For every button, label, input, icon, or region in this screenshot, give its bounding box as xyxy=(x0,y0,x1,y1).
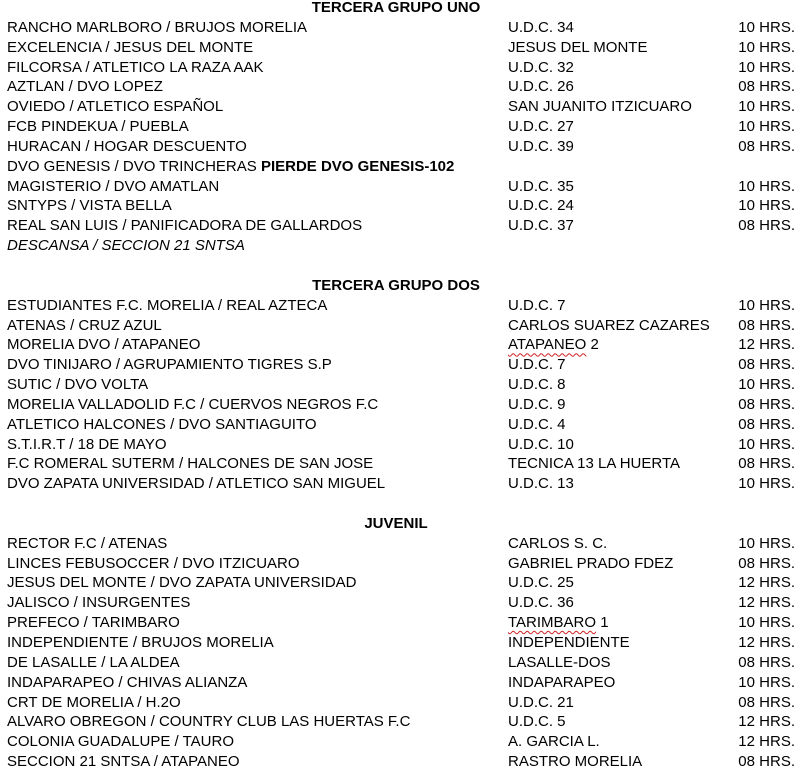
match-row xyxy=(0,415,812,435)
match-venue: GABRIEL PRADO FDEZ xyxy=(508,554,674,572)
match-time: 08 HRS. xyxy=(738,217,795,235)
match-row xyxy=(0,117,812,137)
match-time: 10 HRS. xyxy=(738,118,795,136)
match-venue: U.D.C. 32 xyxy=(508,58,574,76)
match-teams: CRT DE MORELIA / H.2O xyxy=(7,693,181,711)
match-venue: U.D.C. 35 xyxy=(508,177,574,195)
venue-number: 1 xyxy=(596,614,609,632)
rest-row xyxy=(0,236,812,256)
match-row xyxy=(0,752,812,772)
match-teams: REAL SAN LUIS / PANIFICADORA DE GALLARDOS xyxy=(7,217,363,235)
match-teams: FCB PINDEKUA / PUEBLA xyxy=(7,118,189,136)
match-row xyxy=(0,58,812,78)
match-row xyxy=(0,38,812,58)
match-row xyxy=(0,177,812,197)
match-teams: DVO GENESIS / DVO TRINCHERAS xyxy=(7,157,257,175)
match-venue: U.D.C. 5 xyxy=(508,713,566,731)
venue-name: TARIMBARO xyxy=(508,614,597,632)
match-time: 10 HRS. xyxy=(738,614,795,632)
match-teams: PREFECO / TARIMBARO xyxy=(7,614,180,632)
match-teams: JESUS DEL MONTE / DVO ZAPATA UNIVERSIDAD xyxy=(7,574,357,592)
match-teams: DVO TINIJARO / AGRUPAMIENTO TIGRES S.P xyxy=(7,356,332,374)
match-row xyxy=(0,633,812,653)
match-time: 10 HRS. xyxy=(738,58,795,76)
match-row xyxy=(0,534,812,554)
match-teams: MORELIA VALLADOLID F.C / CUERVOS NEGROS F.C xyxy=(7,395,379,413)
match-teams: AZTLAN / DVO LOPEZ xyxy=(7,78,163,96)
match-venue: U.D.C. 21 xyxy=(508,693,574,711)
match-teams: ATENAS / CRUZ AZUL xyxy=(7,316,162,334)
match-time: 08 HRS. xyxy=(738,693,795,711)
match-time: 08 HRS. xyxy=(738,78,795,96)
match-venue: U.D.C. 13 xyxy=(508,475,574,493)
match-row xyxy=(0,18,812,38)
match-venue: INDAPARAPEO xyxy=(508,673,616,691)
match-venue xyxy=(508,335,599,355)
match-time: 12 HRS. xyxy=(738,574,795,592)
match-row xyxy=(0,732,812,752)
match-time: 10 HRS. xyxy=(738,534,795,552)
match-row xyxy=(0,196,812,216)
match-time: 10 HRS. xyxy=(738,38,795,56)
match-teams: MAGISTERIO / DVO AMATLAN xyxy=(7,177,220,195)
match-row xyxy=(0,573,812,593)
match-venue: U.D.C. 36 xyxy=(508,594,574,612)
match-time: 10 HRS. xyxy=(738,98,795,116)
match-venue: U.D.C. 26 xyxy=(508,78,574,96)
match-venue: RASTRO MORELIA xyxy=(508,753,643,771)
match-row xyxy=(0,395,812,415)
match-time: 12 HRS. xyxy=(738,634,795,651)
match-teams: LINCES FEBUSOCCER / DVO ITZICUARO xyxy=(7,554,300,572)
match-venue: U.D.C. 8 xyxy=(508,376,566,394)
match-teams: F.C ROMERAL SUTERM / HALCONES DE SAN JOSE xyxy=(7,455,374,473)
match-teams: SUTIC / DVO VOLTA xyxy=(7,376,149,394)
match-time: 08 HRS. xyxy=(738,316,795,334)
match-venue: LASALLE-DOS xyxy=(508,653,611,671)
match-venue: INDEPENDIENTE xyxy=(508,634,630,651)
match-venue: U.D.C. 24 xyxy=(508,197,574,215)
match-time: 08 HRS. xyxy=(738,653,795,671)
rest-team: DESCANSA / SECCION 21 SNTSA xyxy=(7,237,245,255)
match-teams: ATLETICO HALCONES / DVO SANTIAGUITO xyxy=(7,415,317,433)
match-time: 12 HRS. xyxy=(738,594,795,612)
match-row xyxy=(0,613,812,633)
match-time: 08 HRS. xyxy=(738,415,795,433)
match-time: 10 HRS. xyxy=(738,177,795,195)
match-row xyxy=(0,673,812,693)
match-time: 10 HRS. xyxy=(738,435,795,453)
match-time: 08 HRS. xyxy=(738,137,795,155)
match-venue: SAN JUANITO ITZICUARO xyxy=(508,98,692,116)
match-venue: U.D.C. 25 xyxy=(508,574,574,592)
match-time: 10 HRS. xyxy=(738,673,795,691)
match-row xyxy=(0,77,812,97)
match-time: 10 HRS. xyxy=(738,376,795,394)
match-teams: DVO ZAPATA UNIVERSIDAD / ATLETICO SAN MIGUEL xyxy=(7,475,386,493)
match-row xyxy=(0,712,812,732)
match-teams: HURACAN / HOGAR DESCUENTO xyxy=(7,137,247,155)
match-venue: CARLOS S. C. xyxy=(508,534,608,552)
match-venue: U.D.C. 39 xyxy=(508,137,574,155)
match-teams: EXCELENCIA / JESUS DEL MONTE xyxy=(7,38,254,56)
match-teams: SNTYPS / VISTA BELLA xyxy=(7,197,172,215)
match-row xyxy=(0,693,812,713)
match-row xyxy=(0,355,812,375)
match-row xyxy=(0,474,812,494)
match-venue: U.D.C. 4 xyxy=(508,415,566,433)
match-row xyxy=(0,137,812,157)
match-teams: OVIEDO / ATLETICO ESPAÑOL xyxy=(7,98,224,116)
match-teams: INDEPENDIENTE / BRUJOS MORELIA xyxy=(7,634,274,651)
match-row xyxy=(0,316,812,336)
venue-name: ATAPANEO xyxy=(508,336,587,354)
match-row xyxy=(0,554,812,574)
match-row xyxy=(0,335,812,355)
section-title-tercera-grupo-dos: TERCERA GRUPO DOS xyxy=(312,276,480,294)
match-venue: U.D.C. 7 xyxy=(508,296,566,314)
match-time: 08 HRS. xyxy=(738,455,795,473)
match-row xyxy=(0,653,812,673)
match-teams: COLONIA GUADALUPE / TAURO xyxy=(7,733,234,751)
match-time: 12 HRS. xyxy=(738,336,795,354)
match-row xyxy=(0,216,812,236)
match-time: 10 HRS. xyxy=(738,475,795,493)
match-venue: U.D.C. 27 xyxy=(508,118,574,136)
match-time: 12 HRS. xyxy=(738,713,795,731)
match-row xyxy=(0,454,812,474)
match-row xyxy=(0,296,812,316)
match-venue: CARLOS SUAREZ CAZARES xyxy=(508,316,710,334)
match-venue: TECNICA 13 LA HUERTA xyxy=(508,455,681,473)
match-teams: ALVARO OBREGON / COUNTRY CLUB LAS HUERTAS F.C xyxy=(7,713,411,731)
match-teams: SECCION 21 SNTSA / ATAPANEO xyxy=(7,753,240,771)
match-teams: RECTOR F.C / ATENAS xyxy=(7,534,168,552)
match-row xyxy=(0,375,812,395)
section-title-tercera-grupo-uno: TERCERA GRUPO UNO xyxy=(311,0,481,16)
match-teams: INDAPARAPEO / CHIVAS ALIANZA xyxy=(7,673,248,691)
match-time: 08 HRS. xyxy=(738,753,795,771)
match-venue: A. GARCIA L. xyxy=(508,733,600,751)
match-venue: U.D.C. 37 xyxy=(508,217,574,235)
match-venue: JESUS DEL MONTE xyxy=(508,38,648,56)
match-venue: U.D.C. 7 xyxy=(508,356,566,374)
match-venue xyxy=(508,613,609,633)
match-teams: FILCORSA / ATLETICO LA RAZA AAK xyxy=(7,58,264,76)
match-venue: U.D.C. 9 xyxy=(508,395,566,413)
match-teams: ESTUDIANTES F.C. MORELIA / REAL AZTECA xyxy=(7,296,328,314)
match-teams: S.T.I.R.T / 18 DE MAYO xyxy=(7,435,167,453)
match-row xyxy=(0,97,812,117)
match-time: 08 HRS. xyxy=(738,356,795,374)
match-time: 10 HRS. xyxy=(738,197,795,215)
match-teams: RANCHO MARLBORO / BRUJOS MORELIA xyxy=(7,18,308,36)
match-row xyxy=(0,435,812,455)
forfeit-note: PIERDE DVO GENESIS-102 xyxy=(260,157,455,175)
section-title-juvenil: JUVENIL xyxy=(364,514,428,532)
match-teams: DE LASALLE / LA ALDEA xyxy=(7,653,180,671)
match-time: 08 HRS. xyxy=(738,395,795,413)
match-time: 12 HRS. xyxy=(738,733,795,751)
match-time: 10 HRS. xyxy=(738,18,795,36)
match-teams: MORELIA DVO / ATAPANEO xyxy=(7,336,201,354)
match-teams: JALISCO / INSURGENTES xyxy=(7,594,191,612)
match-time: 10 HRS. xyxy=(738,296,795,314)
match-row-forfeit xyxy=(0,157,812,177)
match-venue: U.D.C. 10 xyxy=(508,435,574,453)
match-row xyxy=(0,593,812,613)
match-venue: U.D.C. 34 xyxy=(508,18,574,36)
venue-number: 2 xyxy=(586,336,599,354)
match-time: 08 HRS. xyxy=(738,554,795,572)
